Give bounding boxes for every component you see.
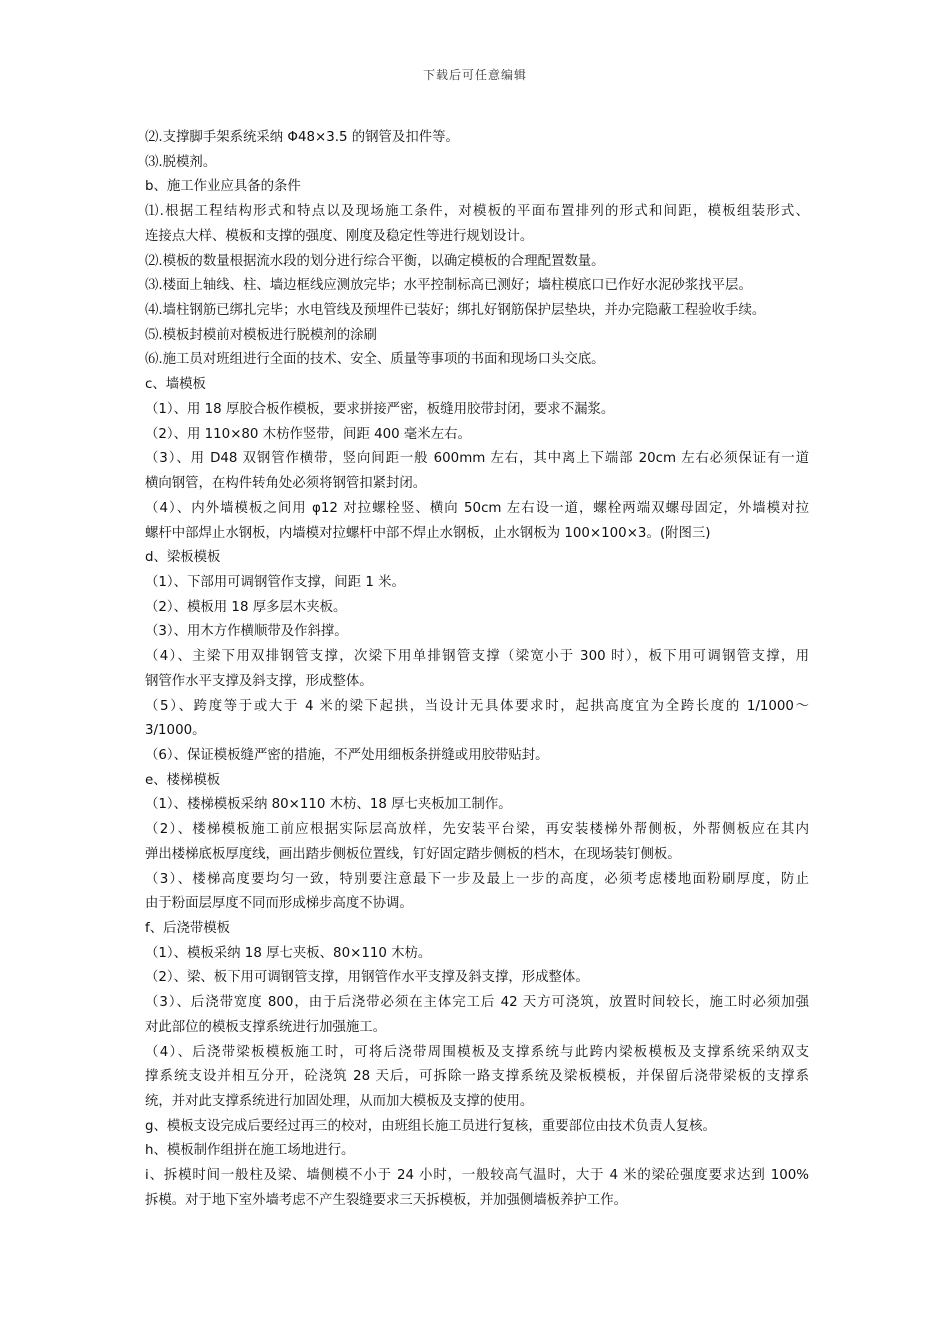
text-line: e、楼梯模板	[145, 772, 221, 788]
text-line: 3/1000。	[145, 723, 206, 739]
text-line: ⑷.墙柱钢筋已绑扎完毕；水电管线及预埋件已装好；绑扎好钢筋保护层垫块，并办完隐蔽工程验收手续。	[145, 303, 766, 319]
text-line: ⑵.模板的数量根据流水段的划分进行综合平衡，以确定模板的合理配置数量。	[145, 253, 605, 269]
text-line: ⑵.支撑脚手架系统采纳 Φ48×3.5 的钢管及扣件等。	[145, 130, 459, 145]
text-line: ⑶.楼面上轴线、柱、墙边框线应测放完毕；水平控制标高已测好；墙柱模底口已作好水泥砂浆找平层。	[145, 278, 752, 294]
text-line: （3）、用 D48 双钢管作横带，竖向间距一般 600mm 左右，其中离上下端部 20cm 左右必须保证有一道	[145, 451, 809, 467]
text-line: （1）、下部用可调钢管作支撑，间距 1 米。	[145, 574, 405, 590]
text-line: g、模板支设完成后要经过再三的校对，由班组长施工员进行复核，重要部位由技术负责人复核。	[145, 1118, 716, 1134]
text-line: （2）、楼梯模板施工前应根据实际层高放样，先安装平台梁，再安装楼梯外帮侧板，外帮侧板应在其内	[145, 822, 809, 838]
text-line: 对此部位的模板支撑系统进行加强施工。	[145, 1019, 387, 1035]
text-line: 横向钢管，在构件转角处必须将钢管扣紧封闭。	[145, 476, 427, 492]
text-line: b、施工作业应具备的条件	[145, 179, 301, 195]
text-line: （2）、用 110×80 木枋作竖带，间距 400 毫米左右。	[145, 426, 471, 442]
text-line: （1）、模板采纳 18 厚七夹板、80×110 木枋。	[145, 945, 432, 961]
text-line: ⑴.根据工程结构形式和特点以及现场施工条件，对模板的平面布置排列的形式和间距，模板组装形式、	[145, 204, 809, 220]
text-line: ⑹.施工员对班组进行全面的技术、安全、质量等事项的书面和现场口头交底。	[145, 352, 605, 368]
text-line: d、梁板模板	[145, 550, 221, 566]
text-line: 弹出楼梯底板厚度线，画出踏步侧板位置线，钉好固定踏步侧板的档木，在现场装钉侧板。	[145, 846, 681, 862]
document-body	[145, 126, 809, 1214]
text-line: 撑系统支设并相互分开，砼浇筑 28 天后，可拆除一路支撑系统及梁板模板，并保留后浇带梁板的支撑系	[145, 1069, 809, 1085]
text-line: 由于粉面层厚度不同而形成梯步高度不协调。	[145, 896, 413, 912]
text-line: f、后浇带模板	[145, 921, 231, 936]
text-line: （1）、楼梯模板采纳 80×110 木枋、18 厚七夹板加工制作。	[145, 797, 512, 813]
text-line: （6）、保证模板缝严密的措施，不严处用细板条拼缝或用胶带贴封。	[145, 747, 549, 763]
page-header: 下载后可任意编辑	[422, 68, 527, 82]
text-line: h、模板制作组拼在施工场地进行。	[145, 1143, 355, 1159]
text-line: （3）、楼梯高度要均匀一致，特别要注意最下一步及最上一步的高度，必须考虑楼地面粉刷厚度，防止	[145, 871, 809, 887]
text-line: 统，并对此支撑系统进行加固处理，从而加大模板及支撑的使用。	[145, 1094, 534, 1110]
text-line: c、墙模板	[145, 377, 206, 393]
text-line: （4）、内外墙模板之间用 φ12 对拉螺栓竖、横向 50cm 左右设一道，螺栓两端双螺母固定，外墙模对拉	[145, 500, 809, 516]
text-line: （2）、模板用 18 厚多层木夹板。	[145, 599, 347, 615]
text-line: ⑸.模板封模前对模板进行脱模剂的涂刷	[145, 327, 377, 343]
text-line: ⑶.脱模剂。	[145, 154, 217, 170]
text-line: （1）、用 18 厚胶合板作模板，要求拼接严密，板缝用胶带封闭，要求不漏浆。	[145, 401, 615, 417]
text-line: 连接点大样、模板和支撑的强度、刚度及稳定性等进行规划设计。	[145, 228, 534, 244]
text-line: i、拆模时间一般柱及梁、墙侧模不小于 24 小时，一般较高气温时，大于 4 米的梁砼强度要求达到 100%	[145, 1168, 809, 1184]
text-line: 拆模。对于地下室外墙考虑不产生裂缝要求三天拆模板，并加强侧墙板养护工作。	[145, 1192, 628, 1208]
text-line: 钢管作水平支撑及斜支撑，形成整体。	[145, 673, 373, 689]
text-line: （5）、跨度等于或大于 4 米的梁下起拱，当设计无具体要求时，起拱高度宜为全跨长度的 1/1000～	[145, 698, 809, 714]
text-line: 螺杆中部焊止水钢板，内墙模对拉螺杆中部不焊止水钢板，止水钢板为 100×100×3。(附图三)	[145, 525, 711, 541]
text-line: （4）、后浇带梁板模板施工时，可将后浇带周围模板及支撑系统与此跨内梁板模板及支撑系统采纳双支	[145, 1044, 809, 1060]
text-line: （4）、主梁下用双排钢管支撑，次梁下用单排钢管支撑（梁宽小于 300 时），板下用可调钢管支撑，用	[145, 649, 809, 665]
text-line: （3）、后浇带宽度 800，由于后浇带必须在主体完工后 42 天方可浇筑，放置时间较长，施工时必须加强	[145, 995, 809, 1011]
text-line: （3）、用木方作横顺带及作斜撑。	[145, 624, 348, 640]
text-line: （2）、梁、板下用可调钢管支撑，用钢管作水平支撑及斜支撑，形成整体。	[145, 970, 589, 986]
